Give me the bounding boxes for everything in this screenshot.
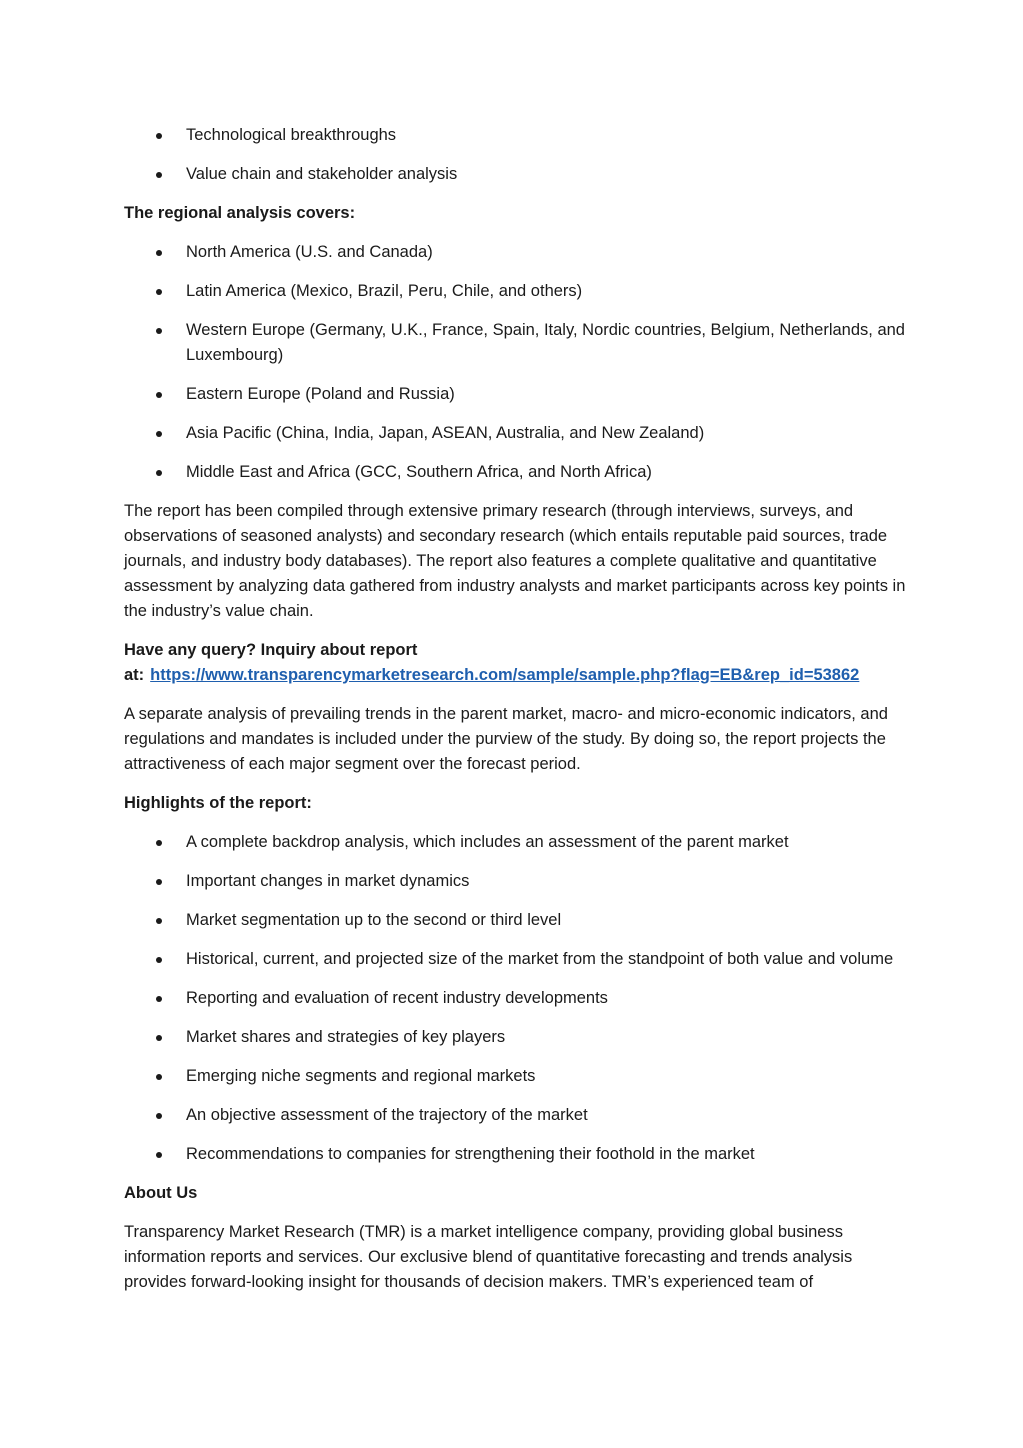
list-item bbox=[124, 421, 914, 446]
query-link-line bbox=[124, 663, 914, 688]
bullet-icon bbox=[156, 133, 162, 139]
list-item bbox=[124, 162, 914, 187]
query-block bbox=[124, 638, 914, 688]
list-item bbox=[124, 1142, 914, 1167]
list-item-text: Market shares and strategies of key players bbox=[186, 1028, 506, 1046]
bullet-icon bbox=[156, 957, 162, 963]
document-page bbox=[124, 123, 914, 1309]
bullet-icon bbox=[156, 996, 162, 1002]
list-item bbox=[124, 1064, 914, 1089]
highlights-heading: Highlights of the report: bbox=[124, 794, 312, 812]
list-item-text: Technological breakthroughs bbox=[186, 126, 397, 144]
list-item-text: Important changes in market dynamics bbox=[186, 872, 470, 890]
query-line: Have any query? Inquiry about report bbox=[124, 641, 418, 659]
list-item bbox=[124, 460, 914, 485]
bullet-icon bbox=[156, 840, 162, 846]
bullet-icon bbox=[156, 1035, 162, 1041]
analysis-paragraph: A separate analysis of prevailing trends in the parent market, macro- and micro-economic indicators, and regulations and mandates is included under the purview of the study. By doing so, the report projects the attractiveness of each major segment over the forecast period. bbox=[124, 705, 888, 773]
bullet-icon bbox=[156, 470, 162, 476]
bullet-icon bbox=[156, 289, 162, 295]
list-item bbox=[124, 986, 914, 1011]
list-item-text: Value chain and stakeholder analysis bbox=[186, 165, 458, 183]
list-item bbox=[124, 382, 914, 407]
list-item-text: A complete backdrop analysis, which includes an assessment of the parent market bbox=[186, 833, 789, 851]
bullet-icon bbox=[156, 431, 162, 437]
bullet-icon bbox=[156, 392, 162, 398]
top-bullet-list bbox=[124, 123, 914, 187]
bullet-icon bbox=[156, 250, 162, 256]
bullet-icon bbox=[156, 918, 162, 924]
list-item bbox=[124, 318, 914, 368]
list-item-text: Market segmentation up to the second or third level bbox=[186, 911, 562, 929]
about-paragraph: Transparency Market Research (TMR) is a market intelligence company, providing global business information reports and services. Our exclusive blend of quantitative forecasting and trends analysis provides forward-looking insight for thousands of decision makers. TMR’s experienced team of bbox=[124, 1223, 853, 1291]
about-heading: About Us bbox=[124, 1184, 198, 1202]
bullet-icon bbox=[156, 1113, 162, 1119]
research-paragraph: The report has been compiled through extensive primary research (through interviews, surveys, and observations of seasoned analysts) and secondary research (which entails reputable paid sources, trade journals, and industry body databases). The report also features a complete qualitative and quantitative assessment by analyzing data gathered from industry analysts and market participants across key points in the industry’s value chain. bbox=[124, 502, 906, 620]
bullet-icon bbox=[156, 1152, 162, 1158]
list-item-text: Historical, current, and projected size of the market from the standpoint of both value and volume bbox=[186, 950, 894, 968]
list-item-text: Latin America (Mexico, Brazil, Peru, Chile, and others) bbox=[186, 282, 583, 300]
list-item bbox=[124, 947, 914, 972]
bullet-icon bbox=[156, 328, 162, 334]
bullet-icon bbox=[156, 879, 162, 885]
list-item-text: Middle East and Africa (GCC, Southern Africa, and North Africa) bbox=[186, 463, 652, 481]
list-item bbox=[124, 1025, 914, 1050]
list-item-text: North America (U.S. and Canada) bbox=[186, 243, 433, 261]
list-item-text: Eastern Europe (Poland and Russia) bbox=[186, 385, 455, 403]
list-item bbox=[124, 1103, 914, 1128]
report-link[interactable]: https://www.transparencymarketresearch.com/sample/sample.php?flag=EB&rep_id=53862 bbox=[150, 666, 860, 684]
list-item bbox=[124, 279, 914, 304]
list-item bbox=[124, 869, 914, 894]
regions-list bbox=[124, 240, 914, 485]
list-item-text: An objective assessment of the trajectory of the market bbox=[186, 1106, 588, 1124]
list-item-text: Reporting and evaluation of recent industry developments bbox=[186, 989, 608, 1007]
bullet-icon bbox=[156, 1074, 162, 1080]
list-item bbox=[124, 123, 914, 148]
highlights-list bbox=[124, 830, 914, 1167]
list-item bbox=[124, 830, 914, 855]
list-item bbox=[124, 240, 914, 265]
query-prefix: at: bbox=[124, 666, 145, 684]
list-item-text: Recommendations to companies for strengthening their foothold in the market bbox=[186, 1145, 755, 1163]
list-item-text: Emerging niche segments and regional markets bbox=[186, 1067, 536, 1085]
list-item-text: Asia Pacific (China, India, Japan, ASEAN, Australia, and New Zealand) bbox=[186, 424, 705, 442]
bullet-icon bbox=[156, 172, 162, 178]
list-item bbox=[124, 908, 914, 933]
regional-heading: The regional analysis covers: bbox=[124, 204, 356, 222]
list-item-text: Western Europe (Germany, U.K., France, Spain, Italy, Nordic countries, Belgium, Netherlands, and Luxembourg) bbox=[186, 321, 905, 364]
